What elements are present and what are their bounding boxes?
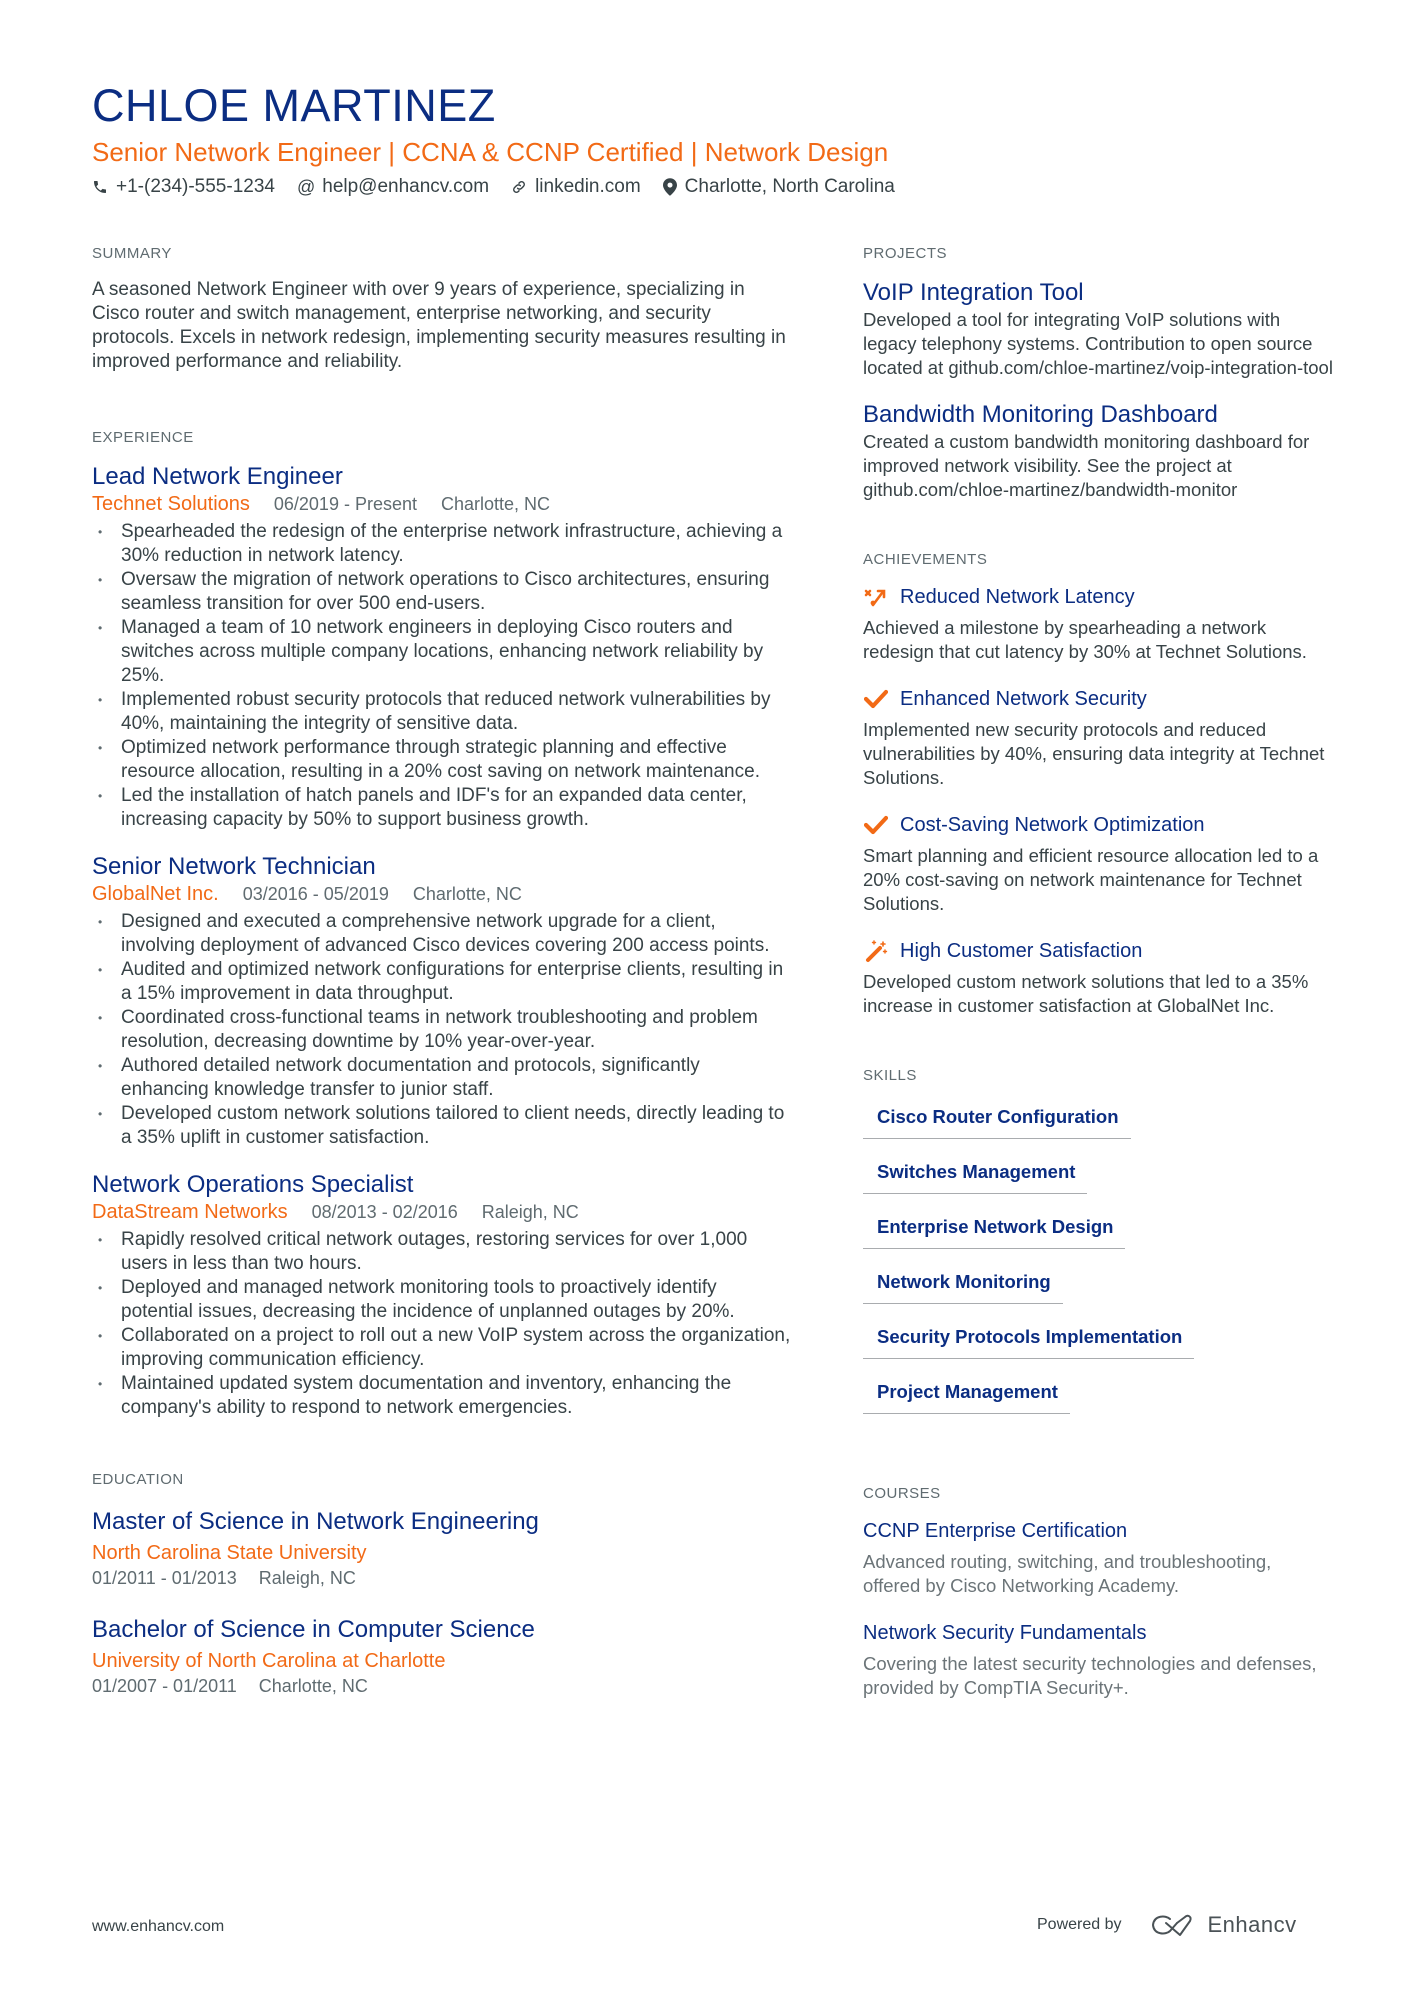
summary-section [92,244,792,374]
left-column [92,244,792,1698]
job-meta [92,882,792,906]
job-dates: 03/2016 - 05/2019 [242,884,389,904]
achievements-section [863,550,1333,1018]
contact-phone[interactable] [92,174,275,200]
education-entry [92,1506,792,1590]
course-description: Advanced routing, switching, and troubleshooting, offered by Cisco Networking Academy. [863,1551,1272,1596]
skill-tag: Enterprise Network Design [863,1208,1125,1249]
achievement-description: Achieved a milestone by spearheading a network redesign that cut latency by 30% at Technet Solutions. [863,617,1307,662]
project-entry [863,400,1333,502]
course-entry [863,1518,1333,1598]
at-icon: @ [296,177,316,197]
edu-location: Raleigh, NC [258,1568,356,1588]
job-title: Network Operations Specialist [92,1171,414,1198]
achievement-header [863,584,1333,610]
job-bullet: • Developed custom network solutions tailored to client needs, directly leading to a 35% uplift in customer satisfaction. [92,1102,792,1150]
job-bullet: • Authored detailed network documentation and protocols, significantly enhancing knowledge transfer to junior staff. [92,1054,792,1102]
contact-location [663,174,895,200]
job-location: Raleigh, NC [481,1202,579,1222]
section-heading-summary: SUMMARY [92,245,172,262]
footer-website-link[interactable]: www.enhancv.com [92,1918,225,1935]
job-bullets [92,910,792,1150]
job-bullet: • Implemented robust security protocols that reduced network vulnerabilities by 40%, maintaining the integrity of sensitive data. [92,688,792,736]
achievement-header [863,686,1333,712]
candidate-name: CHLOE MARTINEZ [92,80,496,131]
magic-wand-icon [863,940,889,962]
enhancv-logo[interactable] [1150,1912,1297,1938]
course-title: Network Security Fundamentals [863,1622,1147,1644]
achievement-entry [863,812,1333,916]
edu-school: University of North Carolina at Charlotte [92,1650,446,1672]
linkedin-text: linkedin.com [535,176,641,197]
project-entry [863,278,1333,380]
achievement-title: Reduced Network Latency [900,586,1135,608]
section-heading-education: EDUCATION [92,1471,184,1488]
job-title: Senior Network Technician [92,853,376,880]
edu-location: Charlotte, NC [258,1676,368,1696]
project-title: Bandwidth Monitoring Dashboard [863,401,1218,428]
skill-tag: Project Management [863,1373,1070,1414]
experience-section [92,428,792,1420]
edu-meta [92,1674,792,1698]
job-bullet: • Collaborated on a project to roll out a new VoIP system across the organization, improving communication efficiency. [92,1324,792,1372]
job-meta [92,492,792,516]
job-entry [92,852,792,1150]
job-bullet: • Designed and executed a comprehensive network upgrade for a client, involving deployment of advanced Cisco devices covering 200 access points. [92,910,792,958]
achievement-entry [863,938,1333,1018]
job-entry [92,1170,792,1420]
achievement-description: Developed custom network solutions that led to a 35% increase in customer satisfaction at GlobalNet Inc. [863,971,1309,1016]
checkmark-icon [863,814,889,836]
job-bullet: • Led the installation of hatch panels and IDF's for an expanded data center, increasing capacity by 50% to support business growth. [92,784,792,832]
section-heading-skills: SKILLS [863,1067,917,1084]
edu-degree: Master of Science in Network Engineering [92,1508,539,1535]
achievement-title: Enhanced Network Security [900,688,1147,710]
edu-school: North Carolina State University [92,1542,367,1564]
job-bullet: • Coordinated cross-functional teams in network troubleshooting and problem resolution, decreasing downtime by 10% year-over-year. [92,1006,792,1054]
courses-section [863,1484,1333,1700]
skill-tag: Switches Management [863,1153,1087,1194]
contact-email[interactable] [297,174,489,200]
job-title: Lead Network Engineer [92,463,343,490]
projects-section [863,244,1333,502]
job-bullet: • Managed a team of 10 network engineers in deploying Cisco routers and switches across multiple company locations, enhancing network reliability by 25%. [92,616,792,688]
job-company: GlobalNet Inc. [92,883,219,905]
achievement-title: Cost-Saving Network Optimization [900,814,1205,836]
achievement-header [863,938,1333,964]
resume-header [92,80,1332,200]
edu-meta [92,1566,792,1590]
job-bullet: • Audited and optimized network configurations for enterprise clients, resulting in a 15% improvement in data throughput. [92,958,792,1006]
job-company: DataStream Networks [92,1201,288,1223]
contact-bar [92,174,1332,200]
email-text: help@enhancv.com [322,176,490,197]
job-bullet: • Deployed and managed network monitoring tools to proactively identify potential issues, decreasing the incidence of unplanned outages by 20%. [92,1276,792,1324]
section-heading-projects: PROJECTS [863,245,948,262]
skill-tag: Security Protocols Implementation [863,1318,1194,1359]
skill-tag: Network Monitoring [863,1263,1063,1304]
achievement-description: Smart planning and efficient resource allocation led to a 20% cost-saving on network maintenance for Technet Solutions. [863,845,1319,914]
achievement-entry [863,686,1333,790]
job-company: Technet Solutions [92,493,250,515]
project-title: VoIP Integration Tool [863,279,1084,306]
job-entry [92,462,792,832]
achievement-description: Implemented new security protocols and reduced vulnerabilities by 40%, ensuring data integrity at Technet Solutions. [863,719,1325,788]
link-icon [511,179,527,195]
powered-by-label: Powered by [1037,1916,1122,1933]
job-location: Charlotte, NC [441,494,551,514]
right-column [863,244,1333,1700]
headline-tagline: Senior Network Engineer | CCNA & CCNP Certified | Network Design [92,137,889,167]
skill-tag: Cisco Router Configuration [863,1098,1131,1139]
job-bullets [92,1228,792,1420]
job-bullet: • Optimized network performance through strategic planning and effective resource allocation, resulting in a 20% cost saving on network maintenance. [92,736,792,784]
job-bullets [92,520,792,832]
achievement-entry [863,584,1333,664]
enhancv-logo-icon [1150,1913,1196,1937]
edu-dates: 01/2011 - 01/2013 [92,1568,237,1588]
job-bullet: • Rapidly resolved critical network outages, restoring services for over 1,000 users in less than two hours. [92,1228,792,1276]
job-dates: 06/2019 - Present [273,494,417,514]
job-meta [92,1200,792,1224]
contact-linkedin[interactable] [511,174,641,200]
job-bullet: • Spearheaded the redesign of the enterprise network infrastructure, achieving a 30% reduction in network latency. [92,520,792,568]
section-heading-experience: EXPERIENCE [92,429,194,446]
edu-dates: 01/2007 - 01/2011 [92,1676,237,1696]
achievement-title: High Customer Satisfaction [900,940,1143,962]
course-description: Covering the latest security technologies and defenses, provided by CompTIA Security+. [863,1653,1317,1698]
course-title: CCNP Enterprise Certification [863,1520,1128,1542]
course-entry [863,1620,1333,1700]
project-description: Created a custom bandwidth monitoring dashboard for improved network visibility. See the project at github.com/chloe-martinez/bandwidth-monitor [863,431,1310,500]
phone-icon [92,179,108,195]
section-heading-achievements: ACHIEVEMENTS [863,551,988,568]
footer-branding [1037,1912,1297,1938]
job-dates: 08/2013 - 02/2016 [311,1202,458,1222]
job-location: Charlotte, NC [412,884,522,904]
brand-name: Enhancv [1207,1912,1297,1937]
checkmark-icon [863,688,889,710]
education-section [92,1470,792,1698]
skills-list [863,1098,1333,1428]
phone-text: +1-(234)-555-1234 [116,176,275,197]
section-heading-courses: COURSES [863,1485,941,1502]
summary-text: A seasoned Network Engineer with over 9 years of experience, specializing in Cisco router and switch management, enterprise networking, and security protocols. Excels in network redesign, implementing security measures resulting in improved performance and reliability. [92,279,786,372]
job-bullet: • Oversaw the migration of network operations to Cisco architectures, ensuring seamless transition for over 500 end-users. [92,568,792,616]
location-text: Charlotte, North Carolina [684,176,895,197]
location-pin-icon [663,178,677,196]
edu-degree: Bachelor of Science in Computer Science [92,1616,535,1643]
job-bullet: • Maintained updated system documentation and inventory, enhancing the company's ability to respond to network emergencies. [92,1372,792,1420]
achievement-header [863,812,1333,838]
skills-section [863,1066,1333,1428]
education-entry [92,1614,792,1698]
route-icon [863,586,889,608]
project-description: Developed a tool for integrating VoIP solutions with legacy telephony systems. Contribution to open source located at github.com/chloe-martinez/voip-integration-tool [863,309,1333,378]
